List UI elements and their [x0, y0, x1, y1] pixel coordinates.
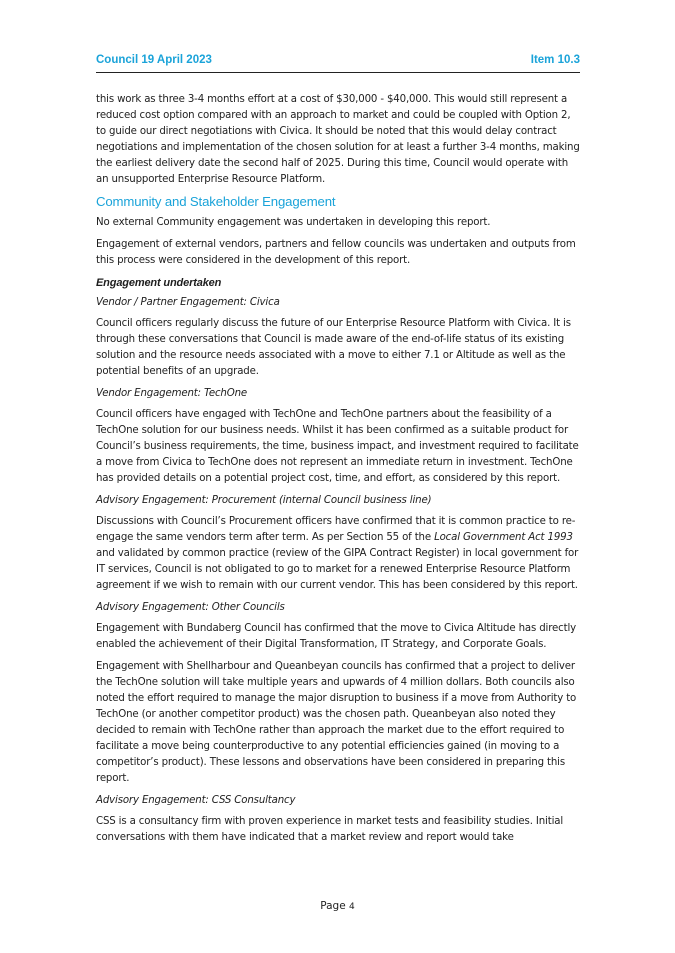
subheading-engagement-undertaken: Engagement undertaken: [96, 277, 222, 289]
page-footer: [0, 900, 675, 912]
meeting-date: Council 19 April 2023: [96, 54, 212, 66]
page-header: [96, 54, 580, 72]
paragraph: Engagement with Bundaberg Council has confirmed that the move to Civica Altitude has directly enabled the achievement of their Digital Transformation, IT Strategy, and Corporate Goals.: [96, 623, 577, 650]
subtitle-civica: Vendor / Partner Engagement: Civica: [96, 297, 280, 308]
subtitle-css: Advisory Engagement: CSS Consultancy: [96, 795, 296, 806]
paragraph-procurement: [96, 514, 582, 594]
page-label: Page: [320, 900, 346, 912]
paragraph: Council officers regularly discuss the future of our Enterprise Resource Platform with Civica. It is through these conversations that Council is made aware of the end-of-life status of its existing solution and the resource needs associated with a move to either 7.1 or Altitude as well as the potential benefits of an upgrade.: [96, 318, 571, 377]
subtitle-other-councils: Advisory Engagement: Other Councils: [96, 602, 285, 613]
page-number: 4: [349, 902, 355, 912]
item-number: Item 10.3: [530, 54, 580, 66]
document-body: [96, 92, 582, 852]
paragraph: this work as three 3-4 months effort at a cost of $30,000 - $40,000. This would still represent a reduced cost option compared with an approach to market and could be coupled with Option 2, to guide our direct negotiations with Civica. It should be noted that this would delay contract negotiations and implementation of the chosen solution for at least a further 3-4 months, making the earliest delivery date the second half of 2025. During this time, Council would operate with an unsupported Enterprise Resource Platform.: [96, 94, 580, 185]
subtitle-procurement: Advisory Engagement: Procurement (internal Council business line): [96, 495, 432, 506]
paragraph: No external Community engagement was undertaken in developing this report.: [96, 217, 491, 228]
act-citation: Local Government Act 1993: [434, 532, 573, 543]
paragraph: Council officers have engaged with TechOne and TechOne partners about the feasibility of a TechOne solution for our business needs. Whilst it has been confirmed as a suitable product for Council’s business requirements, the time, business impact, and investment required to facilitate a move from Civica to TechOne does not represent an immediate return in investment. TechOne has provided details on a potential project cost, time, and effort, as considered by this report.: [96, 409, 579, 484]
paragraph: Engagement of external vendors, partners and fellow councils was undertaken and outputs from this process were considered in the development of this report.: [96, 239, 576, 266]
header-divider: [96, 72, 580, 73]
paragraph: Engagement with Shellharbour and Queanbeyan councils has confirmed that a project to deliver the TechOne solution will take multiple years and upwards of 4 million dollars. Both councils also noted the effort required to manage the major disruption to business if a move from Authority to TechOne (or another competitor product) was the chosen path. Queanbeyan also noted they decided to remain with TechOne rather than approach the market due to the effort required to facilitate a move being counterproductive to any potential efficiencies gained (in moving to a competitor’s product). These lessons and observations have been considered in preparing this report.: [96, 661, 577, 784]
paragraph: CSS is a consultancy firm with proven experience in market tests and feasibility studies. Initial conversations with them have indicated that a market review and report would take: [96, 816, 564, 843]
section-heading-community: Community and Stakeholder Engagement: [96, 194, 336, 209]
subtitle-techone: Vendor Engagement: TechOne: [96, 388, 248, 399]
text-run: Discussions with Council’s Procurement officers have confirmed that it is common practice to re-engage the same vendors term after term. As per Section 55 of the: [96, 516, 576, 543]
text-run: and validated by common practice (review of the GIPA Contract Register) in local government for IT services, Council is not obligated to go to market for a renewed Enterprise Resource Platform agreement if we wish to remain with our current vendor. This has been considered by this report.: [96, 548, 579, 591]
